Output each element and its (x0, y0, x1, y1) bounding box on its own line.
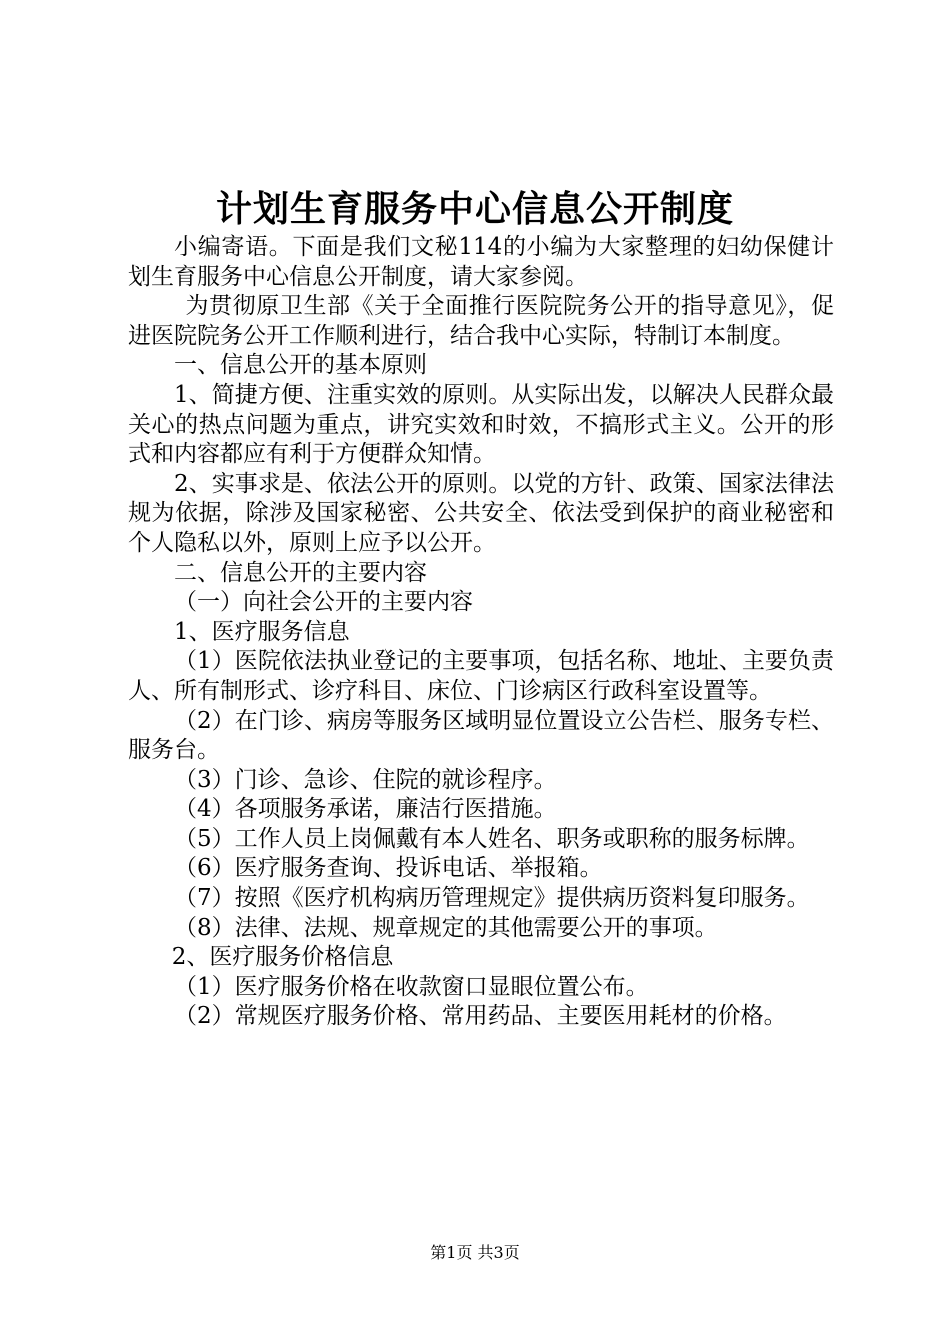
list-item: （3）门诊、急诊、住院的就诊程序。 (174, 766, 557, 793)
page-footer: 第1页 共3页 (430, 1243, 520, 1262)
list-item: （2）常规医疗服务价格、常用药品、主要医用耗材的价格。 (174, 1003, 787, 1030)
list-item: （5）工作人员上岗佩戴有本人姓名、职务或职称的服务标牌。 (174, 825, 810, 852)
list-item: （7）按照《医疗机构病历管理规定》提供病历资料复印服务。 (174, 885, 810, 912)
list-item: （2）在门诊、病房等服务区域明显位置设立公告栏、服务专栏、服务台。 (128, 707, 834, 764)
list-item: （8）法律、法规、规章规定的其他需要公开的事项。 (174, 914, 718, 941)
subsection-heading: 2、医疗服务价格信息 (171, 944, 394, 971)
list-item: （4）各项服务承诺，廉洁行医措施。 (174, 796, 557, 823)
list-item: （1）医院依法执业登记的主要事项，包括名称、地址、主要负责人、所有制形式、诊疗科目、床位、门诊病区行政科室设置等。 (128, 648, 834, 704)
section-heading: 二、信息公开的主要内容 (174, 559, 427, 586)
intro-paragraph: 小编寄语。下面是我们文秘114的小编为大家整理的妇幼保健计划生育服务中心信息公开制度，请大家参阅。 (128, 234, 834, 290)
document-body (128, 233, 834, 1032)
list-item: （6）医疗服务查询、投诉电话、举报箱。 (174, 855, 603, 882)
subsection-heading: 1、医疗服务信息 (174, 618, 350, 645)
document-title: 计划生育服务中心信息公开制度 (215, 188, 734, 230)
principle-paragraph: 1、简捷方便、注重实效的原则。从实际出发，以解决人民群众最关心的热点问题为重点，讲究实效和时效，不搞形式主义。公开的形式和内容都应有利于方便群众知情。 (128, 381, 834, 468)
subsection-heading: （一）向社会公开的主要内容 (174, 589, 473, 616)
purpose-paragraph: 为贯彻原卫生部《关于全面推行医院院务公开的指导意见》，促进医院院务公开工作顺利进行，结合我中心实际，特制订本制度。 (128, 293, 834, 349)
list-item: （1）医疗服务价格在收款窗口显眼位置公布。 (174, 973, 649, 1000)
principle-paragraph: 2、实事求是、依法公开的原则。以党的方针、政策、国家法律法规为依据，除涉及国家秘密、公共安全、依法受到保护的商业秘密和个人隐私以外，原则上应予以公开。 (128, 470, 834, 556)
section-heading: 一、信息公开的基本原则 (174, 352, 427, 379)
